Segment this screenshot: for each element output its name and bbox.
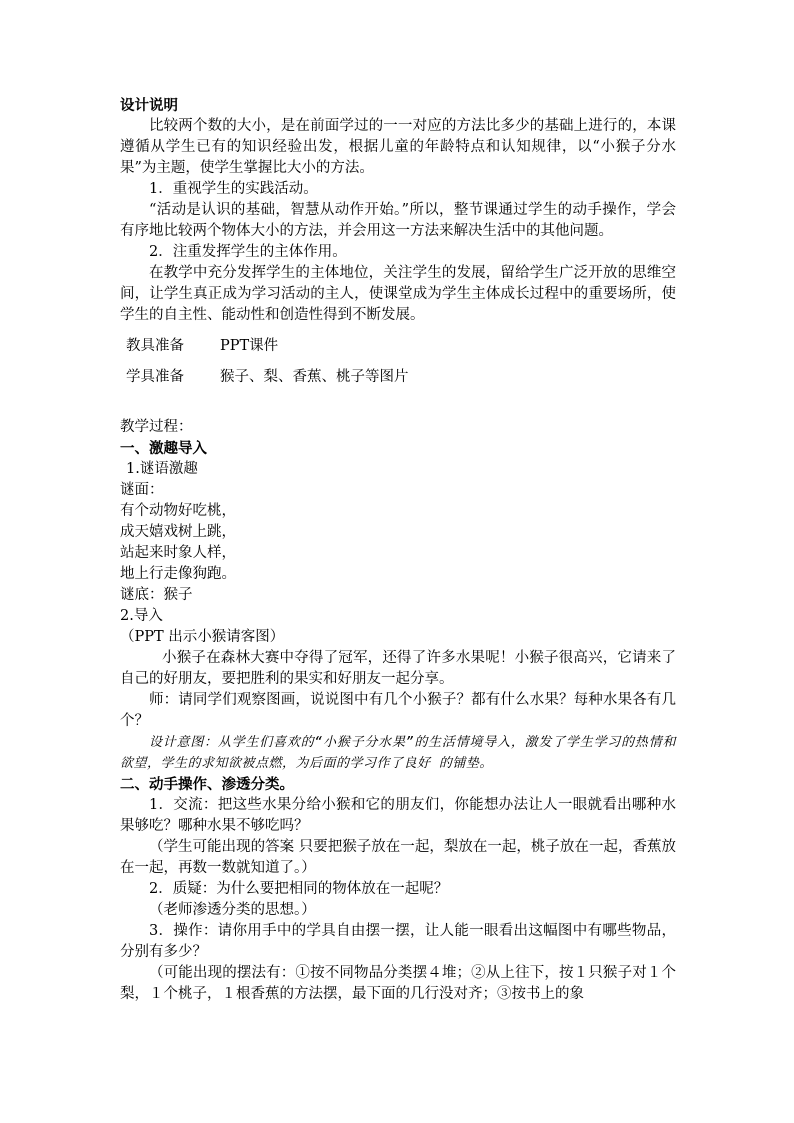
teacher-prep-row — [120, 336, 676, 357]
document-page — [120, 95, 676, 1005]
design-intro: 比较两个数的大小，是在前面学过的一一对应的方法比多少的基础上进行的，本课遵循从学生已有的知识经验出发，根据儿童的年龄特点和认知规律，以“小猴子分水果”为主题，使学生掌握比大小的方法。 — [120, 118, 676, 176]
section2-item3: 3．操作：请你用手中的学具自由摆一摆，让人能一眼看出这幅图中有哪些物品，分别有多少？ — [120, 923, 676, 960]
teacher-prep-value: PPT课件 — [220, 338, 279, 354]
section1-story: 小猴子在森林大赛中夺得了冠军，还得了许多水果呢！小猴子很高兴，它请来了自己的好朋友，要把胜利的果实和好朋友一起分享。 — [120, 650, 676, 687]
section2-item2-note: （老师渗透分类的思想。） — [149, 902, 316, 918]
section2-item1-note: （学生可能出现的答案 只要把猴子放在一起，梨放在一起，桃子放在一起，香蕉放在一起，再数一数就知道了。） — [120, 839, 676, 876]
riddle-line: 成天嬉戏树上跳， — [120, 524, 236, 540]
riddle-line: 站起来时象人样， — [120, 545, 236, 561]
section1-teacher: 师：请同学们观察图画，说说图中有几个小猴子？都有什么水果？每种水果各有几个？ — [120, 692, 676, 729]
section2-item2: 2．质疑：为什么要把相同的物体放在一起呢？ — [149, 881, 449, 897]
section1-ppt: （PPT 出示小猴请客图） — [120, 629, 285, 645]
section2-title: 二、动手操作、渗透分类。 — [120, 776, 294, 793]
design-heading: 设计说明 — [120, 97, 178, 114]
section1-design-intent: 设计意图：从学生们喜欢的“小猴子分水果”的生活情境导入，激发了学生学习的热情和欲望，学生的求知欲被点燃，为后面的学习作了良好 的铺垫。 — [120, 735, 676, 771]
section1-sub2: 2.导入 — [120, 608, 163, 624]
point2-body: 在教学中充分发挥学生的主体地位，关注学生的发展，留给学生广泛开放的思维空间，让学生真正成为学习活动的主人，使课堂成为学生主体成长过程中的重要场所，使学生的自主性、能动性和创造性得到不断发展。 — [120, 265, 676, 323]
riddle-line: 地上行走像狗跑。 — [120, 566, 236, 582]
student-prep-label: 学具准备 — [126, 369, 184, 385]
riddle-label: 谜面： — [120, 482, 164, 498]
student-prep-value: 猴子、梨、香蕉、桃子等图片 — [220, 369, 409, 385]
section2-item3-note: （可能出现的摆法有：①按不同物品分类摆４堆；②从上往下，按１只猴子对１个梨，１个桃子，１根香蕉的方法摆，最下面的几行没对齐；③按书上的象 — [120, 965, 676, 1002]
point2-title: 2．注重发挥学生的主体作用。 — [149, 244, 347, 260]
riddle-line: 有个动物好吃桃， — [120, 503, 236, 519]
student-prep-row — [120, 367, 676, 388]
point1-body: “活动是认识的基础，智慧从动作开始。”所以，整节课通过学生的动手操作，学会有序地比较两个物体大小的方法，并会用这一方法来解决生活中的其他问题。 — [120, 202, 676, 239]
riddle-answer: 谜底：猴子 — [120, 587, 193, 603]
section1-title: 一、激趣导入 — [120, 440, 207, 457]
section2-item1: 1．交流：把这些水果分给小猴和它的朋友们，你能想办法让人一眼就看出哪种水果够吃？哪种水果不够吃吗？ — [120, 797, 676, 834]
point1-title: 1．重视学生的实践活动。 — [149, 181, 318, 197]
process-heading: 教学过程： — [120, 419, 193, 435]
section1-sub1: 1.谜语激趣 — [126, 461, 198, 477]
teacher-prep-label: 教具准备 — [126, 338, 184, 354]
